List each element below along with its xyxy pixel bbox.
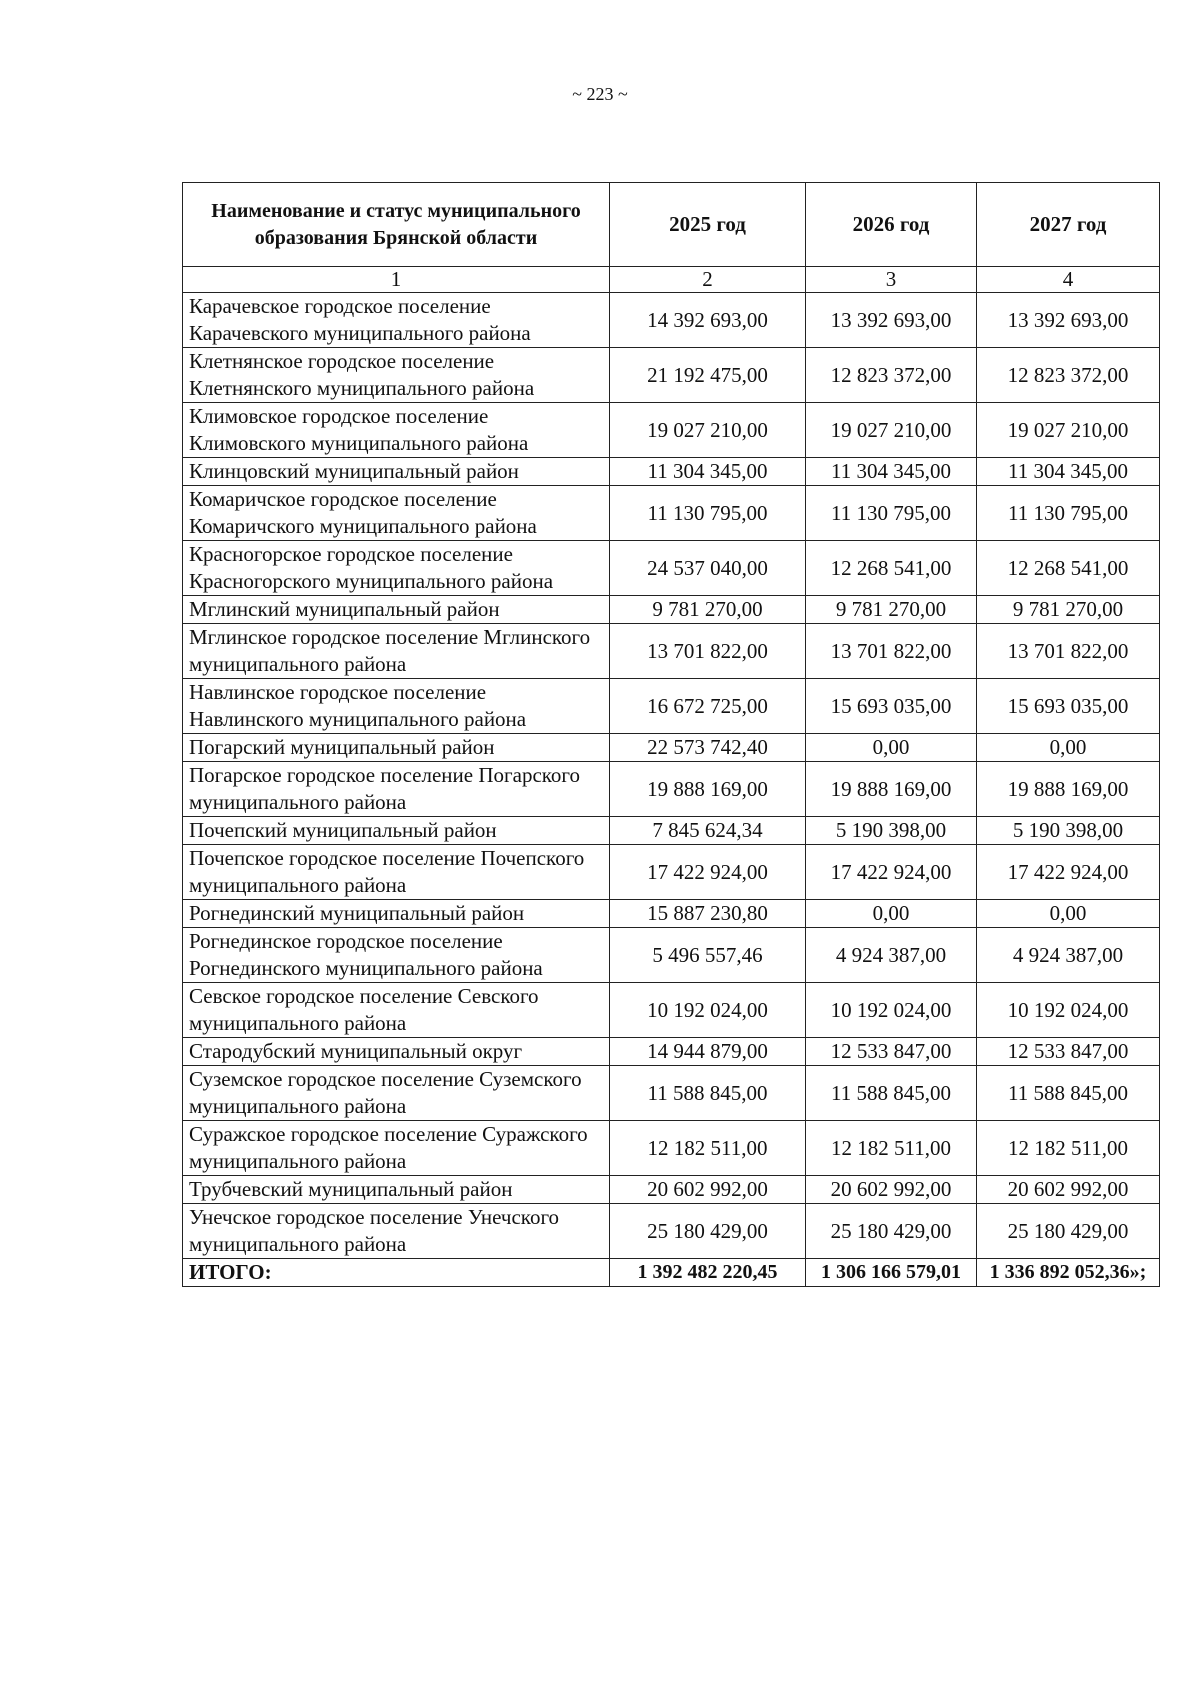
table-row [183,596,1160,624]
total-row [183,1259,1160,1287]
value-2026: 15 693 035,00 [806,679,977,734]
column-number: 3 [806,267,977,293]
table-footer [183,1259,1160,1287]
budget-table [182,182,1160,1287]
value-2026: 17 422 924,00 [806,845,977,900]
value-2026: 13 701 822,00 [806,624,977,679]
value-2025: 21 192 475,00 [610,348,806,403]
table-row [183,348,1160,403]
value-2027: 13 701 822,00 [977,624,1160,679]
value-2027: 19 027 210,00 [977,403,1160,458]
header-2026: 2026 год [806,183,977,267]
municipality-name: Карачевское городское поселение Карачевского муниципального района [183,293,610,348]
value-2025: 25 180 429,00 [610,1204,806,1259]
value-2026: 19 027 210,00 [806,403,977,458]
table-body [183,293,1160,1259]
value-2025: 15 887 230,80 [610,900,806,928]
total-2027: 1 336 892 052,36»; [977,1259,1160,1287]
value-2025: 7 845 624,34 [610,817,806,845]
value-2027: 12 823 372,00 [977,348,1160,403]
total-label: ИТОГО: [183,1259,610,1287]
value-2027: 4 924 387,00 [977,928,1160,983]
value-2025: 16 672 725,00 [610,679,806,734]
value-2026: 20 602 992,00 [806,1176,977,1204]
table-row [183,403,1160,458]
value-2025: 20 602 992,00 [610,1176,806,1204]
table-header [183,183,1160,293]
table-row [183,817,1160,845]
municipality-name: Суземское городское поселение Суземского муниципального района [183,1066,610,1121]
value-2027: 10 192 024,00 [977,983,1160,1038]
value-2025: 10 192 024,00 [610,983,806,1038]
total-2026: 1 306 166 579,01 [806,1259,977,1287]
value-2026: 11 304 345,00 [806,458,977,486]
table-row [183,734,1160,762]
value-2027: 17 422 924,00 [977,845,1160,900]
municipality-name: Стародубский муниципальный округ [183,1038,610,1066]
table-row [183,983,1160,1038]
value-2027: 12 533 847,00 [977,1038,1160,1066]
column-number-row [183,267,1160,293]
value-2026: 9 781 270,00 [806,596,977,624]
value-2025: 24 537 040,00 [610,541,806,596]
header-2025: 2025 год [610,183,806,267]
value-2025: 22 573 742,40 [610,734,806,762]
value-2026: 0,00 [806,734,977,762]
municipality-name: Севское городское поселение Севского муниципального района [183,983,610,1038]
municipality-name: Навлинское городское поселение Навлинского муниципального района [183,679,610,734]
value-2026: 12 533 847,00 [806,1038,977,1066]
value-2026: 25 180 429,00 [806,1204,977,1259]
municipality-name: Рогнединское городское поселение Рогнединского муниципального района [183,928,610,983]
value-2026: 11 130 795,00 [806,486,977,541]
header-row [183,183,1160,267]
municipality-name: Мглинский муниципальный район [183,596,610,624]
page-number: ~ 223 ~ [572,84,628,104]
table-row [183,1038,1160,1066]
municipality-name: Трубчевский муниципальный район [183,1176,610,1204]
value-2026: 13 392 693,00 [806,293,977,348]
value-2027: 19 888 169,00 [977,762,1160,817]
table-row [183,679,1160,734]
municipality-name: Красногорское городское поселение Красногорского муниципального района [183,541,610,596]
municipality-name: Унечское городское поселение Унечского муниципального района [183,1204,610,1259]
value-2026: 4 924 387,00 [806,928,977,983]
table-row [183,624,1160,679]
table-row [183,541,1160,596]
value-2026: 0,00 [806,900,977,928]
value-2025: 14 392 693,00 [610,293,806,348]
table-row [183,762,1160,817]
municipality-name: Мглинское городское поселение Мглинского муниципального района [183,624,610,679]
value-2027: 12 268 541,00 [977,541,1160,596]
municipality-name: Клинцовский муниципальный район [183,458,610,486]
value-2027: 12 182 511,00 [977,1121,1160,1176]
value-2026: 12 268 541,00 [806,541,977,596]
column-number: 4 [977,267,1160,293]
value-2027: 0,00 [977,734,1160,762]
value-2026: 12 823 372,00 [806,348,977,403]
value-2025: 17 422 924,00 [610,845,806,900]
table-row [183,293,1160,348]
value-2025: 19 888 169,00 [610,762,806,817]
value-2025: 11 304 345,00 [610,458,806,486]
header-2027: 2027 год [977,183,1160,267]
value-2025: 11 130 795,00 [610,486,806,541]
value-2026: 12 182 511,00 [806,1121,977,1176]
municipality-name: Суражское городское поселение Суражского муниципального района [183,1121,610,1176]
value-2025: 11 588 845,00 [610,1066,806,1121]
value-2027: 5 190 398,00 [977,817,1160,845]
value-2026: 11 588 845,00 [806,1066,977,1121]
value-2026: 19 888 169,00 [806,762,977,817]
municipality-name: Климовское городское поселение Климовского муниципального района [183,403,610,458]
value-2025: 9 781 270,00 [610,596,806,624]
table-row [183,1121,1160,1176]
municipality-name: Клетнянское городское поселение Клетнянского муниципального района [183,348,610,403]
value-2026: 5 190 398,00 [806,817,977,845]
column-number: 1 [183,267,610,293]
value-2027: 20 602 992,00 [977,1176,1160,1204]
municipality-name: Рогнединский муниципальный район [183,900,610,928]
table-row [183,845,1160,900]
total-2025: 1 392 482 220,45 [610,1259,806,1287]
value-2025: 5 496 557,46 [610,928,806,983]
value-2027: 11 588 845,00 [977,1066,1160,1121]
table-row [183,900,1160,928]
value-2025: 14 944 879,00 [610,1038,806,1066]
value-2025: 19 027 210,00 [610,403,806,458]
value-2026: 10 192 024,00 [806,983,977,1038]
municipality-name: Погарское городское поселение Погарского муниципального района [183,762,610,817]
table-row [183,1204,1160,1259]
value-2027: 0,00 [977,900,1160,928]
table-row [183,486,1160,541]
value-2027: 11 304 345,00 [977,458,1160,486]
value-2025: 12 182 511,00 [610,1121,806,1176]
value-2027: 9 781 270,00 [977,596,1160,624]
value-2025: 13 701 822,00 [610,624,806,679]
value-2027: 25 180 429,00 [977,1204,1160,1259]
municipality-name: Почепское городское поселение Почепского муниципального района [183,845,610,900]
municipality-name: Комаричское городское поселение Комаричского муниципального района [183,486,610,541]
value-2027: 13 392 693,00 [977,293,1160,348]
municipality-name: Почепский муниципальный район [183,817,610,845]
value-2027: 11 130 795,00 [977,486,1160,541]
table-row [183,928,1160,983]
value-2027: 15 693 035,00 [977,679,1160,734]
header-name: Наименование и статус муниципального образования Брянской области [183,183,610,267]
column-number: 2 [610,267,806,293]
table-row [183,1176,1160,1204]
table-row [183,1066,1160,1121]
table-row [183,458,1160,486]
municipality-name: Погарский муниципальный район [183,734,610,762]
